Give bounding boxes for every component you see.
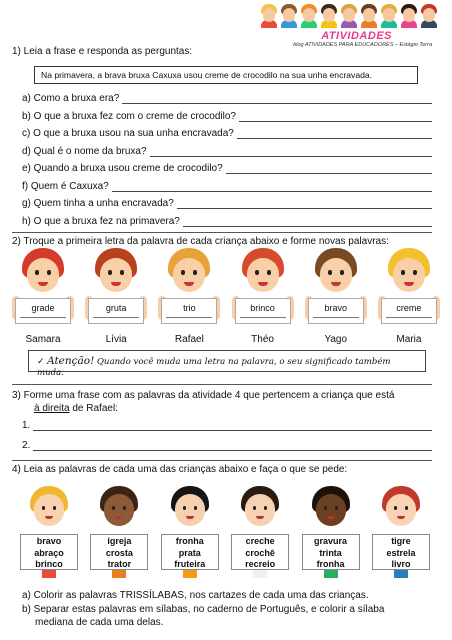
question-1-item[interactable] [22, 181, 432, 192]
answer-blank[interactable] [122, 94, 432, 104]
header-kid-icon [420, 4, 438, 26]
answer-blank[interactable] [239, 112, 432, 122]
sign-word[interactable]: prata [178, 547, 201, 558]
kid-face [173, 258, 205, 292]
kid-face [34, 494, 64, 526]
answer-line-2-number: 2. [22, 440, 31, 451]
sign-word[interactable]: bravo [36, 536, 62, 546]
kid-figure [88, 478, 150, 578]
kid-eye [194, 506, 197, 510]
kid-name: Rafael [174, 334, 204, 345]
kid-name: Yago [324, 334, 348, 345]
word-sign [161, 298, 217, 324]
word-sign [90, 534, 148, 570]
kid-eye [267, 270, 271, 275]
question-1-item-text: d) Qual é o nome da bruxa? [22, 145, 147, 157]
answer-line-1-blank[interactable] [33, 421, 432, 431]
kid-face [104, 494, 134, 526]
answer-blank[interactable] [150, 147, 432, 157]
answer-blank[interactable] [112, 182, 432, 192]
question-2-kids [10, 246, 442, 336]
question-1-item-text: b) O que a bruxa fez com o creme de crocodilo? [22, 110, 236, 122]
sign-word[interactable]: crochê [245, 547, 275, 558]
answer-line-2[interactable] [22, 440, 432, 451]
kid-eye [53, 506, 56, 510]
kid-eye [183, 506, 186, 510]
sign-blank-line[interactable] [20, 317, 66, 318]
kid-mouth [186, 516, 194, 519]
header-kid-icon [280, 4, 298, 26]
kid-eye [35, 270, 39, 275]
separator-1 [12, 232, 432, 233]
kid-figure [83, 246, 149, 336]
sign-word[interactable]: crosta [105, 547, 133, 558]
question-3-text: 3) Forme uma frase com as palavras da atividade 4 que pertencem a criança que está [12, 390, 395, 401]
question-1-title: 1) Leia a frase e responda as perguntas: [12, 46, 193, 57]
question-1-item-text: e) Quando a bruxa usou creme de crocodilo? [22, 163, 223, 174]
question-2-title: 2) Troque a primeira letra da palavra de cada criança abaixo e forme novas palavras: [12, 236, 389, 247]
kid-figure [156, 246, 222, 336]
sign-word[interactable]: fronha [175, 536, 204, 546]
attention-text: Quando você muda uma letra na palavra, o seu significado também muda. [37, 357, 391, 378]
question-1-item-text: h) O que a bruxa fez na primavera? [22, 215, 180, 227]
header-kid-icon [300, 4, 318, 26]
question-4-item-b-line1: b) Separar estas palavras em sílabas, no caderno de Português, e colorir a sílaba [22, 604, 385, 615]
kid-figure [159, 478, 221, 578]
brand-subtitle: blog ATIVIDADES PARA EDUCADORES – Estágio Terra [293, 42, 432, 48]
sign-word[interactable]: trator [107, 559, 132, 569]
kid-eye [324, 506, 327, 510]
sign-word[interactable]: trinta [319, 547, 342, 558]
sentence-box: Na primavera, a brava bruxa Caxuxa usou creme de crocodilo na sua unha encravada. [34, 66, 418, 84]
page-header [0, 0, 452, 52]
answer-blank[interactable] [183, 217, 432, 227]
answer-line-1[interactable] [22, 420, 432, 431]
word-sign [20, 534, 78, 570]
question-2-names [10, 334, 442, 345]
word-sign [302, 534, 360, 570]
answer-blank[interactable] [177, 199, 432, 209]
kid-face [316, 494, 346, 526]
attention-box [28, 350, 426, 378]
kid-name: Lívia [105, 334, 127, 345]
kid-figure [10, 246, 76, 336]
answer-blank[interactable] [226, 164, 432, 174]
sign-word: bravo [324, 303, 347, 313]
sign-word[interactable]: creche [245, 536, 275, 546]
kid-eye [340, 270, 344, 275]
kid-face [27, 258, 59, 292]
sign-word[interactable]: fronha [316, 559, 345, 569]
kid-name: Samara [25, 334, 61, 345]
sign-word[interactable]: igreja [107, 536, 132, 546]
word-sign [231, 534, 289, 570]
word-sign [381, 298, 437, 324]
kid-figure [230, 246, 296, 336]
kid-mouth [258, 282, 268, 286]
question-1-item[interactable] [22, 216, 432, 227]
question-1-item-text: a) Como a bruxa era? [22, 93, 120, 104]
question-1-item[interactable] [22, 93, 432, 104]
sign-blank-line[interactable] [240, 317, 286, 318]
question-4-item-b-line2: mediana de cada uma delas. [35, 616, 164, 628]
kid-face [175, 494, 205, 526]
sign-blank-line[interactable] [93, 317, 139, 318]
kid-figure [376, 246, 442, 336]
header-kid-icon [320, 4, 338, 26]
sign-word[interactable]: gravura [314, 536, 348, 546]
question-4-title: 4) Leia as palavras de cada uma das crianças abaixo e faça o que se pede: [12, 464, 348, 475]
question-3-text-end: de Rafael: [69, 402, 118, 414]
word-sign [308, 298, 364, 324]
kid-eye [335, 506, 338, 510]
kid-eye [42, 506, 45, 510]
sign-word[interactable]: tigre [391, 536, 411, 546]
kid-face [320, 258, 352, 292]
question-1-item[interactable] [22, 198, 432, 209]
word-sign [15, 298, 71, 324]
question-3-title [12, 390, 440, 415]
question-1-item-text: g) Quem tinha a unha encravada? [22, 198, 174, 209]
header-kid-icon [400, 4, 418, 26]
kid-figure [303, 246, 369, 336]
separator-3 [12, 460, 432, 461]
kid-eye [405, 506, 408, 510]
kid-figure [370, 478, 432, 578]
kid-face [247, 258, 279, 292]
kid-figure [300, 478, 362, 578]
sign-word[interactable]: fruteira [174, 559, 206, 569]
sign-word: brinco [250, 303, 275, 313]
question-3-underlined: à direita [34, 402, 70, 414]
sign-word[interactable]: recreio [245, 559, 276, 569]
question-1-item[interactable] [22, 111, 432, 122]
answer-line-2-blank[interactable] [33, 441, 432, 451]
sign-word[interactable]: brinco [35, 559, 63, 569]
kid-eye [394, 506, 397, 510]
word-sign [161, 534, 219, 570]
kid-eye [47, 270, 51, 275]
attention-label: Atenção! [47, 355, 95, 367]
kid-face [386, 494, 416, 526]
header-kid-icon [260, 4, 278, 26]
answer-blank[interactable] [237, 129, 432, 139]
kid-eye [413, 270, 417, 275]
word-sign [372, 534, 430, 570]
question-4-kids [18, 478, 432, 578]
sign-word: grade [31, 303, 55, 313]
header-kid-icon [360, 4, 378, 26]
kid-face [393, 258, 425, 292]
sign-blank-line[interactable] [166, 317, 212, 318]
question-1-item-text: f) Quem é Caxuxa? [22, 180, 109, 192]
sign-word: creme [396, 303, 422, 313]
kid-mouth [327, 516, 335, 519]
question-4-item-b [22, 604, 432, 629]
question-4-item-a: a) Colorir as palavras TRISSÍLABAS, nos cartazes de cada uma das crianças. [22, 590, 369, 601]
question-1-item[interactable] [22, 146, 432, 157]
sign-word: trio [183, 303, 196, 313]
sign-word: gruta [105, 303, 127, 313]
question-1-item[interactable] [22, 128, 432, 139]
sign-blank-line[interactable] [313, 317, 359, 318]
check-icon: ✓ [37, 356, 45, 366]
question-1-item-text: c) O que a bruxa usou na sua unha encravada? [22, 128, 234, 139]
kid-figure [18, 478, 80, 578]
kid-figure [229, 478, 291, 578]
word-sign [88, 298, 144, 324]
kid-face [245, 494, 275, 526]
answer-line-1-number: 1. [22, 420, 31, 431]
header-kid-icon [340, 4, 358, 26]
question-1-item[interactable] [22, 163, 432, 174]
brand-title: ATIVIDADES [321, 30, 392, 42]
kid-eye [328, 270, 332, 275]
kid-eye [255, 270, 259, 275]
word-sign [235, 298, 291, 324]
kid-name: Maria [396, 334, 422, 345]
sign-word[interactable]: livro [391, 559, 411, 569]
sign-blank-line[interactable] [386, 317, 432, 318]
sign-word[interactable]: estrela [386, 547, 416, 558]
header-kids-illustration [260, 4, 438, 26]
kid-eye [401, 270, 405, 275]
kid-name: Théo [251, 334, 274, 345]
separator-2 [12, 384, 432, 385]
kid-face [100, 258, 132, 292]
header-kid-icon [380, 4, 398, 26]
sign-word[interactable]: abraço [34, 547, 64, 558]
